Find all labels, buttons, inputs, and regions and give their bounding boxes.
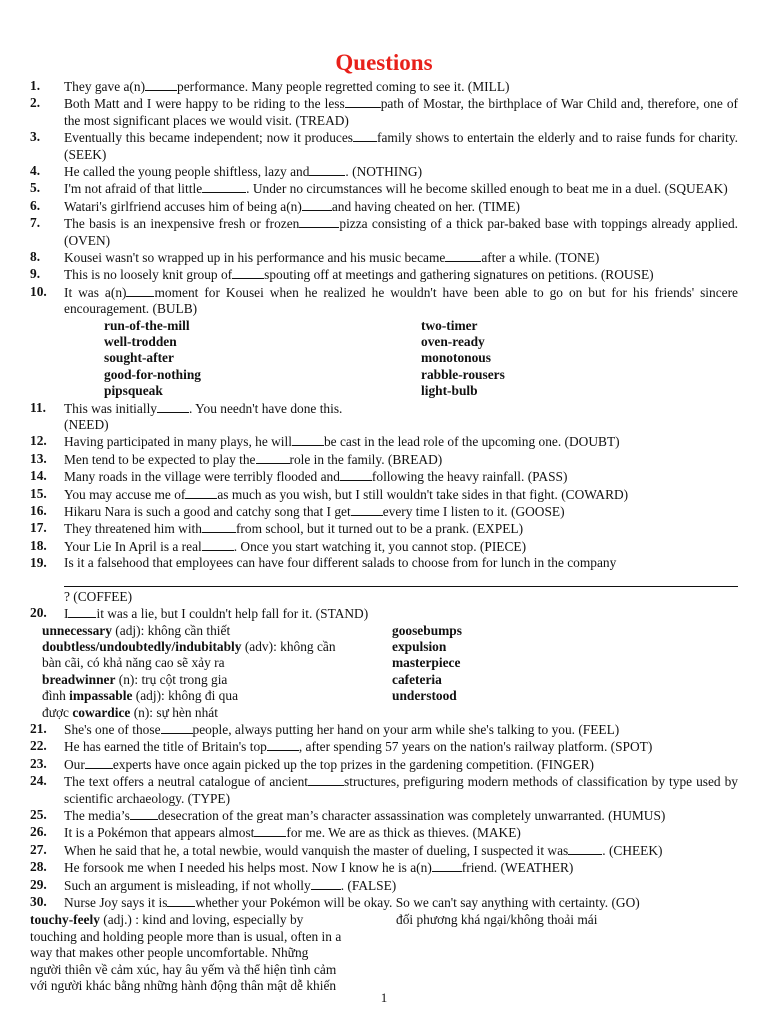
question-7: 7. The basis is an inexpensive fresh or frozen pizza consisting of a thick par-baked base with toppings already applied. (OVEN)	[30, 215, 738, 248]
answer-blank[interactable]	[254, 824, 286, 837]
answer-blank[interactable]	[202, 520, 236, 533]
answer-blank[interactable]	[145, 78, 177, 91]
answer-blank[interactable]	[167, 894, 195, 907]
question-6: 6. Watari's girlfriend accuses him of being a(n) and having cheated on her. (TIME)	[30, 197, 520, 214]
answer-blank[interactable]	[157, 400, 189, 413]
answer-blank[interactable]	[256, 451, 290, 464]
word-bank-1-right: two-timer oven-ready monotonous rabble-rousers light-bulb	[421, 317, 505, 399]
question-4: 4. He called the young people shiftless, lazy and . (NOTHING)	[30, 163, 423, 180]
touchy-feely-note-continued: đối phương khá ngại/không thoải mái	[396, 912, 598, 928]
question-25: 25. The media’s desecration of the great man’s character assassination was completely unwarranted. (HUMUS)	[30, 806, 666, 823]
answer-blank[interactable]	[292, 433, 324, 446]
answer-blank[interactable]	[130, 807, 158, 820]
answer-blank[interactable]	[202, 538, 234, 551]
question-8: 8. Kousei wasn't so wrapped up in his performance and his music became after a while. (TONE)	[30, 249, 600, 266]
answer-line-19[interactable]	[64, 574, 738, 587]
question-28: 28. He forsook me when I needed his helps most. Now I know he is a(n) friend. (WEATHER)	[30, 859, 574, 876]
question-20: 20. I it was a lie, but I couldn't help fall for it. (STAND)	[30, 605, 369, 622]
answer-blank[interactable]	[340, 468, 372, 481]
answer-blank[interactable]	[68, 605, 96, 618]
question-3: 3. Eventually this became independent; now it produces family shows to entertain the elderly and to raise funds for charity. (SEEK)	[30, 129, 738, 162]
answer-blank[interactable]	[302, 198, 332, 211]
answer-blank[interactable]	[232, 266, 264, 279]
touchy-feely-note: touchy-feely (adj.) : kind and loving, especially by touching and holding people more than is usual, often in a way that makes other people uncomfortable. Những người thiên về cảm xúc, hay âu yếm và thể hiện tình cảm với người khác bằng những hành động thân mật dễ khiến	[30, 912, 342, 994]
question-13: 13. Men tend to be expected to play the role in the family. (BREAD)	[30, 450, 443, 467]
vocab-notes: unnecessary (adj): không cần thiết doubtless/undoubtedly/indubitably (adv): không cần bàn cãi, có khả năng cao sẽ xảy ra breadwinner (n): trụ cột trong gia đình impassable (adj): không đi qua được cowardice (n): sự hèn nhát	[42, 622, 336, 720]
answer-blank[interactable]	[568, 842, 602, 855]
question-19-tail: ? (COFFEE)	[64, 588, 133, 604]
answer-blank[interactable]	[445, 249, 481, 262]
question-14: 14. Many roads in the village were terribly flooded and following the heavy rainfall. (PASS)	[30, 468, 568, 485]
answer-blank[interactable]	[85, 756, 113, 769]
word-bank-1-left: run-of-the-mill well-trodden sought-after good-for-nothing pipsqueak	[104, 317, 201, 399]
answer-blank[interactable]	[309, 163, 345, 176]
question-1: 1. They gave a(n) performance. Many people regretted coming to see it. (MILL)	[30, 78, 510, 94]
answer-blank[interactable]	[202, 180, 246, 193]
page-title: Questions	[335, 50, 433, 75]
question-21: 21. She's one of those people, always putting her hand on your arm while she's talking to you. (FEEL)	[30, 720, 620, 737]
answer-blank[interactable]	[185, 486, 217, 499]
answer-blank[interactable]	[432, 859, 462, 872]
question-27: 27. When he said that he, a total newbie, would vanquish the master of dueling, I suspected it was . (CHEEK)	[30, 841, 663, 858]
answer-blank[interactable]	[353, 129, 377, 142]
question-15: 15. You may accuse me of as much as you wish, but I still wouldn't take sides in that fight. (COWARD)	[30, 485, 629, 502]
word-bank-1	[30, 318, 738, 400]
answer-blank[interactable]	[345, 95, 381, 108]
answer-blank[interactable]	[299, 215, 339, 228]
question-26: 26. It is a Pokémon that appears almost for me. We are as thick as thieves. (MAKE)	[30, 824, 521, 841]
answer-blank[interactable]	[351, 503, 383, 516]
question-29: 29. Such an argument is misleading, if not wholly . (FALSE)	[30, 876, 397, 893]
question-16: 16. Hikaru Nara is such a good and catchy song that I get every time I listen to it. (GOOSE)	[30, 503, 565, 520]
question-11: 11. This was initially . You needn't have done this. (NEED)	[30, 399, 343, 433]
answer-blank[interactable]	[161, 721, 193, 734]
page-number: 1	[380, 990, 388, 1005]
question-19: 19. Is it a falsehood that employees can have four different salads to choose from for lunch in the company	[30, 555, 617, 571]
question-12: 12. Having participated in many plays, he will be cast in the lead role of the upcoming one. (DOUBT)	[30, 433, 620, 450]
answer-blank[interactable]	[126, 284, 154, 297]
question-22: 22. He has earned the title of Britain's top , after spending 57 years on the nation's railway platform. (SPOT)	[30, 738, 653, 755]
answer-blank[interactable]	[308, 773, 344, 786]
answer-blank[interactable]	[311, 877, 341, 890]
vocab-block-1	[30, 623, 738, 721]
question-23: 23. Our experts have once again picked up the top prizes in the gardening competition. (FINGER)	[30, 755, 595, 772]
question-10: 10. It was a(n) moment for Kousei when he realized he wouldn't have been able to go on but for his friends' sincere encouragement. (BULB)	[30, 283, 738, 317]
question-5: 5. I'm not afraid of that little . Under no circumstances will he become skilled enough to beat me in a duel. (SQUEAK)	[30, 180, 728, 197]
question-30: 30. Nurse Joy says it is whether your Pokémon will be okay. So we can't say anything with certainty. (GO)	[30, 894, 640, 911]
vocab-block-2	[30, 912, 738, 994]
question-17: 17. They threatened him with from school, but it turned out to be a prank. (EXPEL)	[30, 520, 524, 537]
question-2: 2. Both Matt and I were happy to be riding to the less path of Mostar, the birthplace of War Child and, therefore, one of the most significant places we would visit. (TREAD)	[30, 95, 738, 128]
question-9: 9. This is no loosely knit group of spouting off at meetings and gathering signatures on petitions. (ROUSE)	[30, 266, 654, 283]
question-18: 18. Your Lie In April is a real . Once you start watching it, you cannot stop. (PIECE)	[30, 537, 527, 554]
word-bank-2: goosebumps expulsion masterpiece cafeteria understood	[392, 622, 462, 704]
answer-blank[interactable]	[267, 738, 299, 751]
question-24: 24. The text offers a neutral catalogue of ancient structures, prefiguring modern methods of classification by type used by scientific archaeology. (TYPE)	[30, 773, 738, 806]
